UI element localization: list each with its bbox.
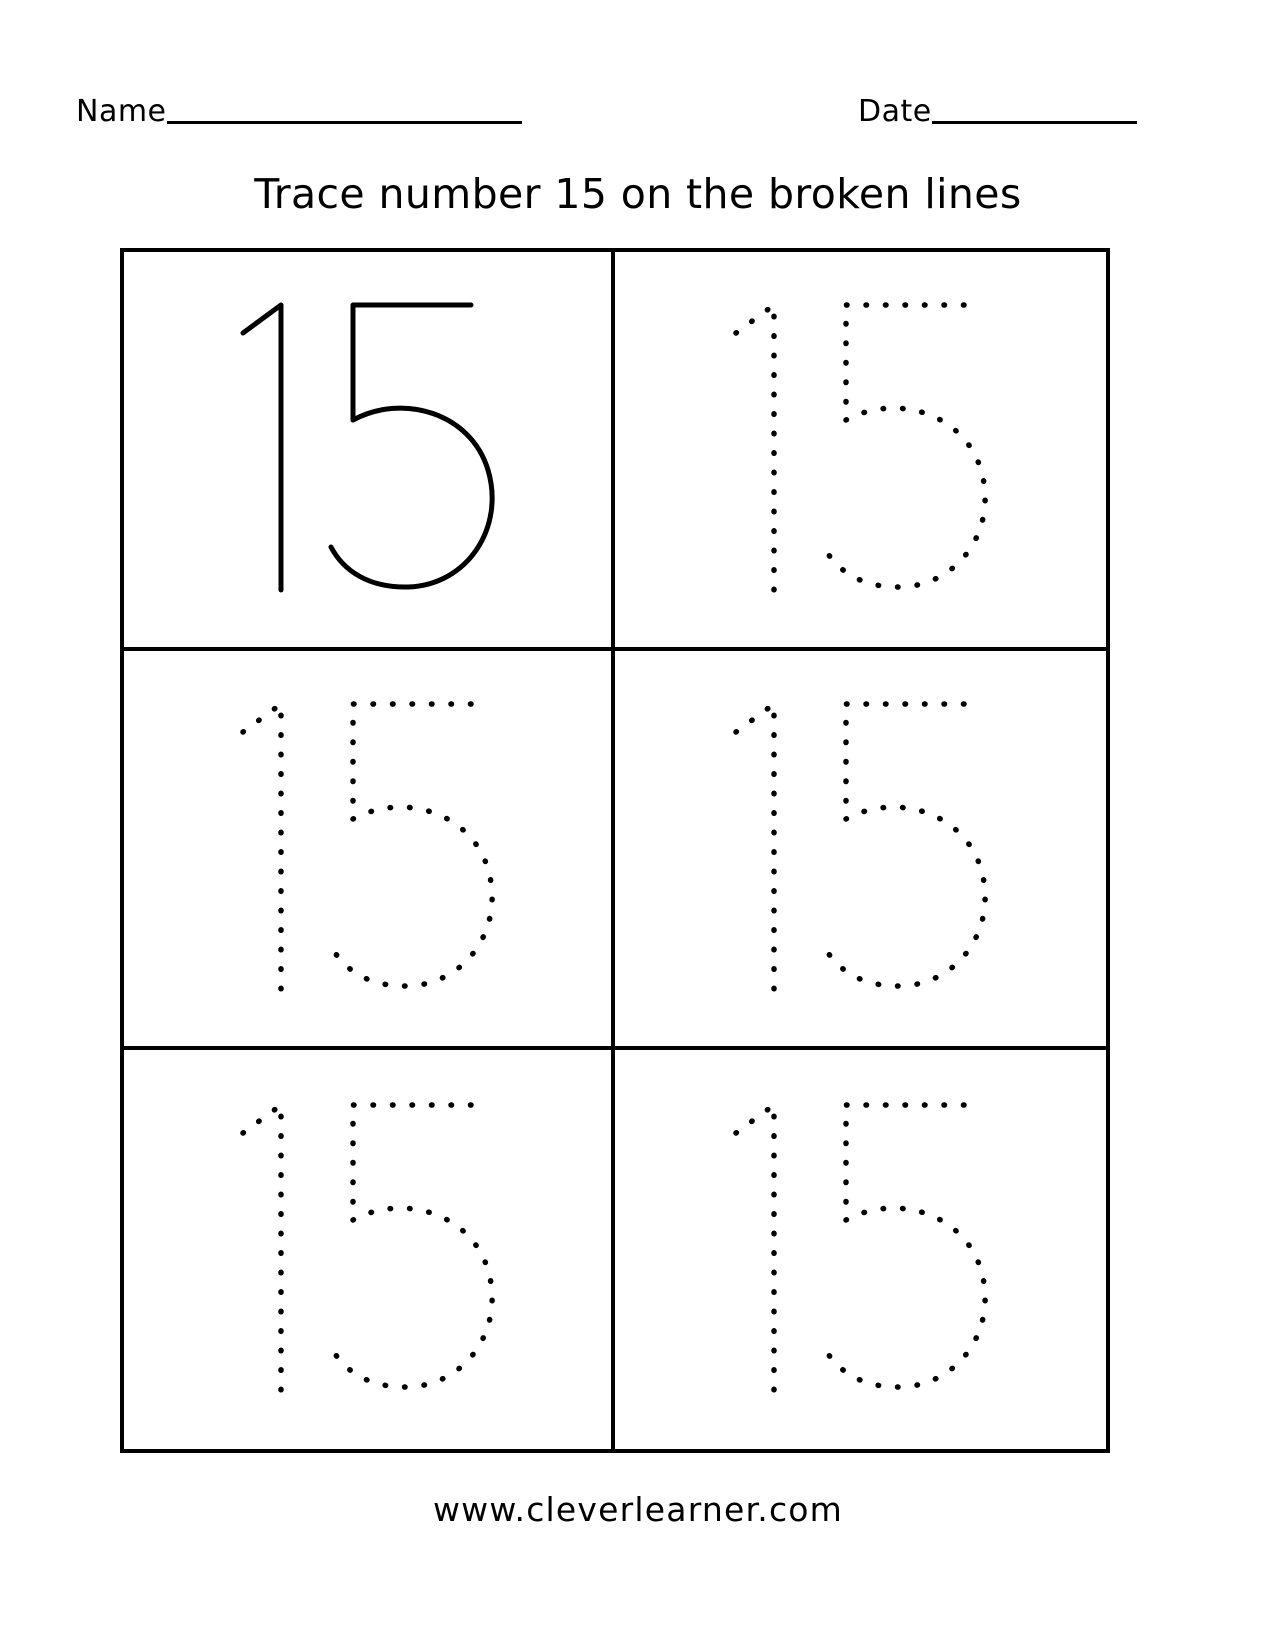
name-field-group (76, 95, 522, 129)
number-15-dotted-icon (203, 684, 533, 1014)
header-fields (0, 95, 1276, 145)
tracing-grid (120, 248, 1110, 1453)
site-url[interactable]: www.cleverlearner.com (432, 1490, 844, 1529)
number-15-dotted-icon (696, 285, 1026, 615)
name-write-line[interactable] (167, 120, 522, 124)
page-title: Trace number 15 on the broken lines (254, 170, 1022, 218)
tracing-cell-dotted[interactable] (615, 1050, 1106, 1449)
tracing-cell-dotted[interactable] (615, 651, 1106, 1050)
tracing-cell-dotted[interactable] (124, 1050, 615, 1449)
date-field-group (858, 95, 1137, 129)
name-label: Name (76, 94, 167, 129)
tracing-cell-dotted[interactable] (615, 252, 1106, 651)
tracing-cell-solid[interactable] (124, 252, 615, 651)
tracing-cell-dotted[interactable] (124, 651, 615, 1050)
number-15-dotted-icon (696, 1085, 1026, 1415)
number-15-dotted-icon (203, 1085, 533, 1415)
number-15-solid-icon (203, 285, 533, 615)
date-label: Date (858, 94, 932, 129)
number-15-dotted-icon (696, 684, 1026, 1014)
date-write-line[interactable] (932, 120, 1137, 124)
